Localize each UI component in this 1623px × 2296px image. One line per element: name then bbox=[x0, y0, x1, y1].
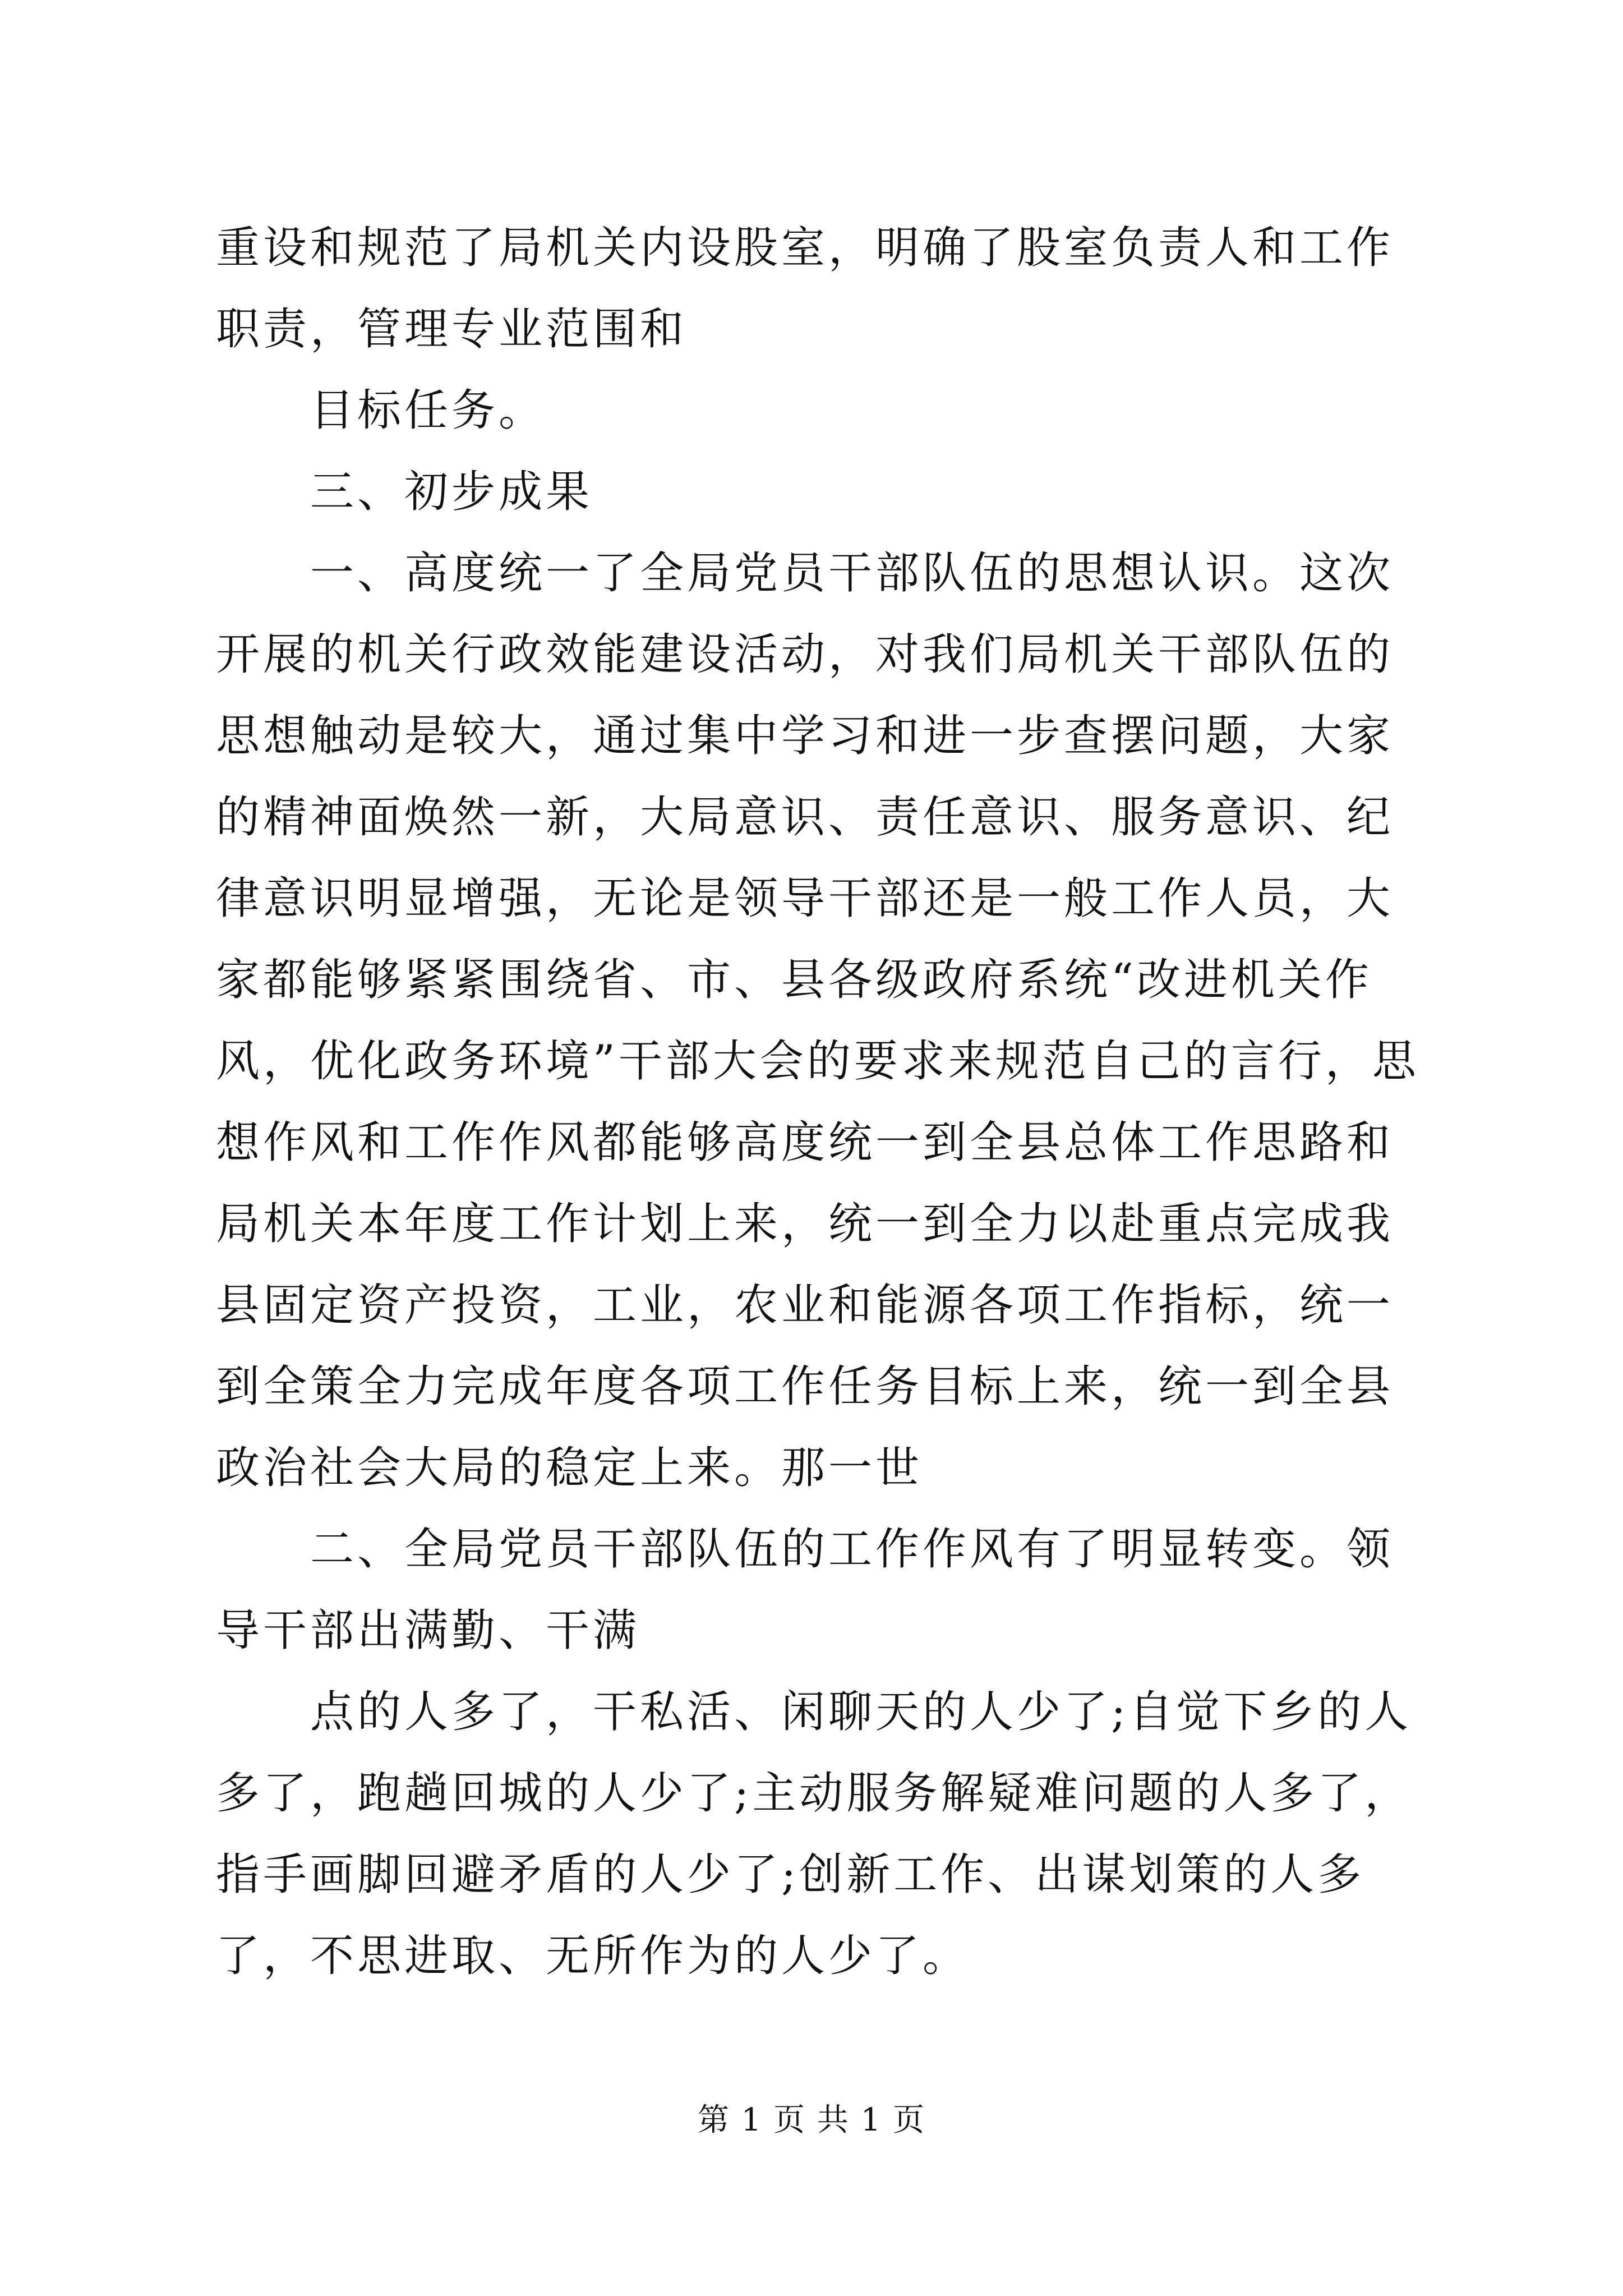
paragraph-5: 点的人多了，干私活、闲聊天的人少了;自觉下乡的人多了，跑趟回城的人少了;主动服务解疑难问题的人多了，指手画脚回避矛盾的人少了;创新工作、出谋划策的人多了，不思进取、无所作为的人少了。 bbox=[216, 1687, 1412, 1981]
paragraph-2: 目标任务。 bbox=[310, 385, 546, 436]
paragraph-1: 重设和规范了局机关内设股室，明确了股室负责人和工作职责，管理专业范围和 bbox=[216, 223, 1394, 355]
paragraph-3: 一、高度统一了全局党员干部队伍的思想认识。这次开展的机关行政效能建设活动，对我们局机关干部队伍的思想触动是较大，通过集中学习和进一步查摆问题，大家的精神面焕然一新，大局意识、责任意识、服务意识、纪律意识明显增强，无论是领导干部还是一般工作人员，大家都能够紧紧围绕省、市、县各级政府系统“改进机关作风，优化政务环境”干部大会的要求来规范自己的言行，思想作风和工作作风都能够高度统一到全县总体工作思路和局机关本年度工作计划上来，统一到全力以赴重点完成我县固定资产投资，工业，农业和能源各项工作指标，统一到全策全力完成年度各项工作任务目标上来，统一到全县政治社会大局的稳定上来。那一世 bbox=[216, 548, 1419, 1493]
page-footer: 第 1 页 共 1 页 bbox=[697, 2102, 926, 2138]
document-body bbox=[216, 208, 1422, 1997]
paragraph-4: 二、全局党员干部队伍的工作作风有了明显转变。领导干部出满勤、干满 bbox=[216, 1524, 1394, 1656]
section-heading: 三、初步成果 bbox=[310, 467, 593, 517]
